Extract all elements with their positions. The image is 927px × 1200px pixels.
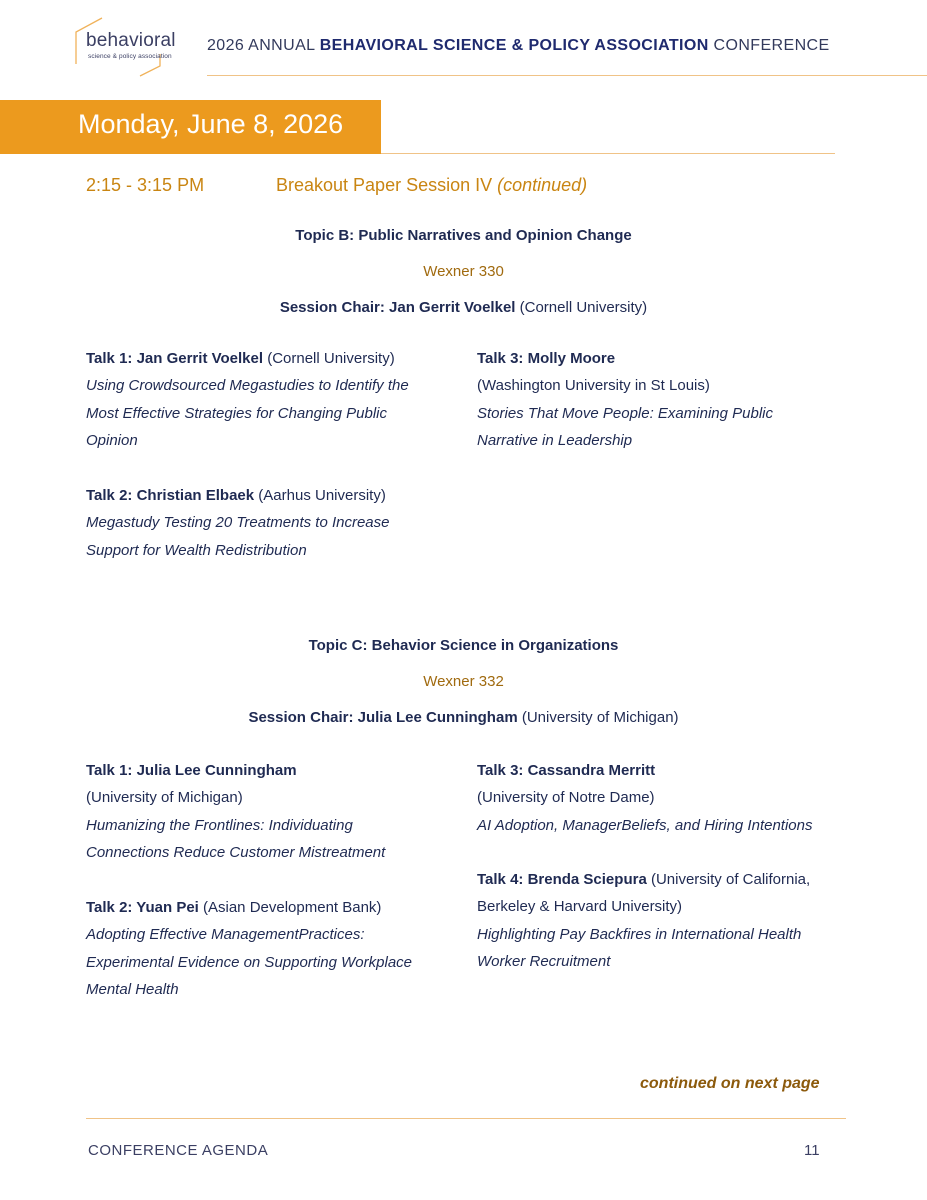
header-divider bbox=[207, 75, 927, 76]
topic-c-talk-3: Talk 3: Cassandra Merritt (University of Notre Dame) AI Adoption, ManagerBeliefs, and Hiring Intentions bbox=[477, 762, 813, 834]
topic-b-room: Wexner 330 bbox=[423, 263, 504, 280]
logo-wordmark: behavioral bbox=[86, 30, 176, 51]
conference-title: 2026 ANNUAL BEHAVIORAL SCIENCE & POLICY ASSOCIATION CONFERENCE bbox=[207, 37, 830, 54]
topic-c-title: Topic C: Behavior Science in Organizations bbox=[308, 637, 619, 654]
topic-b-talk-2: Talk 2: Christian Elbaek (Aarhus University) Megastudy Testing 20 Treatments to Increase Support for Wealth Redistribution bbox=[86, 487, 390, 559]
topic-b-talk-1: Talk 1: Jan Gerrit Voelkel (Cornell University) Using Crowdsourced Megastudies to Identify the Most Effective Strategies for Changing Public Opinion bbox=[86, 350, 409, 449]
topic-c-chair: Session Chair: Julia Lee Cunningham (University of Michigan) bbox=[248, 709, 679, 726]
topic-c-talk-4: Talk 4: Brenda Sciepura (University of California, Berkeley & Harvard University) Highlighting Pay Backfires in International Health Worker Recruitment bbox=[477, 871, 811, 970]
topic-b-chair: Session Chair: Jan Gerrit Voelkel (Cornell University) bbox=[279, 299, 648, 316]
topic-b-title: Topic B: Public Narratives and Opinion Change bbox=[295, 227, 632, 244]
session-name: Breakout Paper Session IV (continued) bbox=[276, 175, 588, 195]
continued-note: continued on next page bbox=[640, 1075, 820, 1092]
logo-tagline: science & policy association bbox=[88, 53, 172, 60]
session-time: 2:15 - 3:15 PM bbox=[86, 175, 205, 195]
footer-divider bbox=[86, 1118, 846, 1119]
footer-label: CONFERENCE AGENDA bbox=[88, 1142, 269, 1159]
date-divider bbox=[381, 153, 835, 154]
topic-c-talk-2: Talk 2: Yuan Pei (Asian Development Bank) Adopting Effective ManagementPractices: Experimental Evidence on Supporting Workplace Mental Health bbox=[86, 899, 413, 998]
topic-c-talk-1: Talk 1: Julia Lee Cunningham (University of Michigan) Humanizing the Frontlines: Individuating Connections Reduce Customer Mistreatment bbox=[86, 762, 386, 861]
page-number: 11 bbox=[804, 1142, 820, 1159]
topic-b-talk-3: Talk 3: Molly Moore (Washington University in St Louis) Stories That Move People: Examining Public Narrative in Leadership bbox=[477, 350, 773, 449]
date-heading: Monday, June 8, 2026 bbox=[78, 109, 344, 139]
topic-c-room: Wexner 332 bbox=[423, 673, 504, 690]
